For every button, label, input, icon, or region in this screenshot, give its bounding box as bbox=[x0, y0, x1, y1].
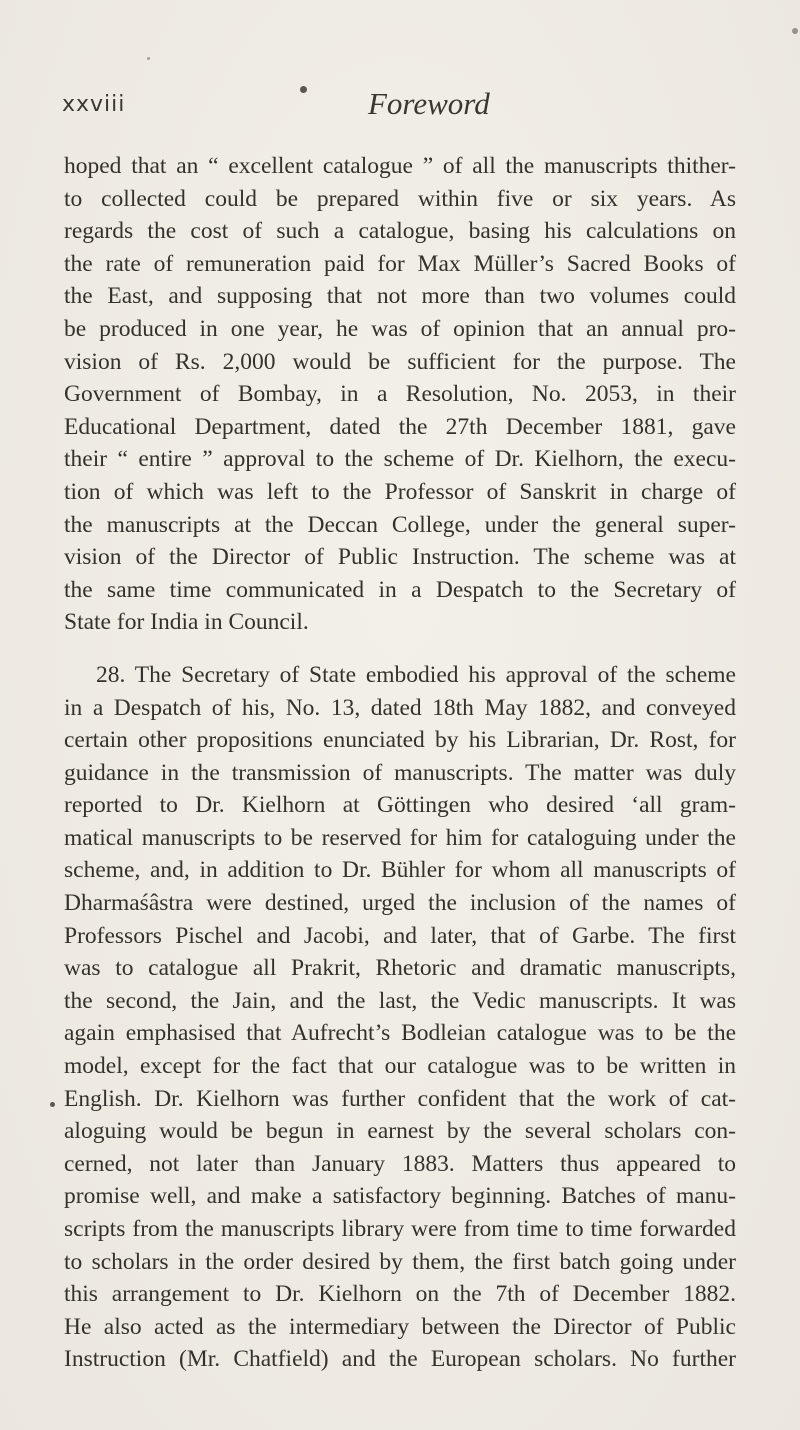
text-line: guidance in the transmission of manuscripts. The matter was duly bbox=[64, 759, 736, 786]
text-line: He also acted as the intermediary between the Director of Public bbox=[64, 1313, 736, 1340]
text-line: Professors Pischel and Jacobi, and later, that of Garbe. The first bbox=[64, 922, 736, 949]
text-line: in a Despatch of his, No. 13, dated 18th May 1882, and conveyed bbox=[64, 694, 736, 721]
text-line: again emphasised that Aufrecht’s Bodleian catalogue was to be the bbox=[64, 1020, 736, 1047]
text-line: this arrangement to Dr. Kielhorn on the 7th of December 1882. bbox=[64, 1281, 736, 1308]
text-line: Government of Bombay, in a Resolution, No. 2053, in their bbox=[64, 381, 736, 408]
paragraph-2 bbox=[64, 659, 736, 1376]
paragraph-gap bbox=[64, 639, 736, 659]
text-line: vision of Rs. 2,000 would be sufficient for the purpose. The bbox=[64, 348, 736, 375]
text-line: the rate of remuneration paid for Max Müller’s Sacred Books of bbox=[64, 250, 736, 277]
paragraph-1 bbox=[64, 150, 736, 639]
ink-speck bbox=[792, 28, 798, 34]
text-line: was to catalogue all Prakrit, Rhetoric and dramatic manuscripts, bbox=[64, 955, 736, 982]
ink-speck bbox=[50, 1102, 55, 1107]
text-line: the second, the Jain, and the last, the Vedic manuscripts. It was bbox=[64, 987, 736, 1014]
text-line: scripts from the manuscripts library were from time to time forwarded bbox=[64, 1216, 736, 1242]
text-line: regards the cost of such a catalogue, basing his calculations on bbox=[64, 218, 736, 245]
body-text bbox=[64, 150, 736, 1376]
text-line: 28. The Secretary of State embodied his approval of the scheme bbox=[96, 661, 736, 688]
text-line: the East, and supposing that not more than two volumes could bbox=[64, 283, 736, 310]
text-line: model, except for the fact that our catalogue was to be written in bbox=[64, 1053, 736, 1080]
text-line: be produced in one year, he was of opinion that an annual pro- bbox=[64, 315, 736, 342]
text-line: aloguing would be begun in earnest by the several scholars con- bbox=[64, 1118, 736, 1145]
page-header bbox=[62, 86, 762, 132]
text-line: scheme, and, in addition to Dr. Bühler for whom all manuscripts of bbox=[64, 857, 736, 884]
text-line: Instruction (Mr. Chatfield) and the European scholars. No further bbox=[64, 1346, 736, 1373]
text-line: English. Dr. Kielhorn was further confident that the work of cat- bbox=[64, 1085, 736, 1112]
text-line: to collected could be prepared within five or six years. As bbox=[64, 185, 736, 212]
text-line: Educational Department, dated the 27th December 1881, gave bbox=[64, 413, 736, 440]
text-line: hoped that an “ excellent catalogue ” of all the manuscripts thither- bbox=[64, 153, 736, 179]
text-line: Dharmaśâstra were destined, urged the inclusion of the names of bbox=[64, 890, 736, 917]
ink-speck bbox=[147, 57, 150, 60]
text-line: certain other propositions enunciated by his Librarian, Dr. Rost, for bbox=[64, 727, 736, 754]
page-number: xxviii bbox=[62, 92, 126, 117]
text-line: cerned, not later than January 1883. Matters thus appeared to bbox=[64, 1150, 736, 1177]
text-line: State for India in Council. bbox=[64, 609, 309, 636]
text-line: matical manuscripts to be reserved for him for cataloguing under the bbox=[64, 824, 736, 851]
text-line: tion of which was left to the Professor of Sanskrit in charge of bbox=[64, 478, 736, 505]
running-title: Foreword bbox=[368, 86, 490, 121]
text-line: the manuscripts at the Deccan College, under the general super- bbox=[64, 511, 736, 538]
text-line: vision of the Director of Public Instruction. The scheme was at bbox=[64, 544, 736, 571]
text-line: promise well, and make a satisfactory beginning. Batches of manu- bbox=[64, 1183, 736, 1210]
text-line: to scholars in the order desired by them, the first batch going under bbox=[64, 1248, 736, 1275]
text-line: reported to Dr. Kielhorn at Göttingen who desired ‘all gram- bbox=[64, 792, 736, 819]
text-line: the same time communicated in a Despatch to the Secretary of bbox=[64, 576, 736, 603]
text-line: their “ entire ” approval to the scheme of Dr. Kielhorn, the execu- bbox=[64, 446, 736, 473]
